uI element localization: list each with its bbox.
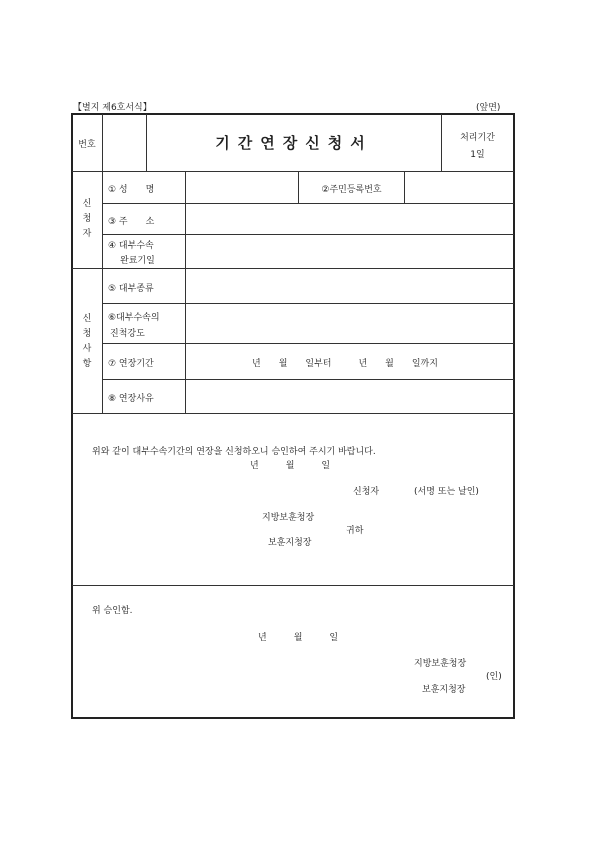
progress-label-line2: 진척강도 — [110, 329, 145, 339]
extension-reason-label: ⑧ 연장사유 — [108, 394, 154, 404]
processing-period-value: 1일 — [470, 150, 485, 160]
request-section-label: 신 청 사 항 — [82, 314, 92, 369]
progress-field[interactable] — [186, 304, 513, 343]
approval-authority-regional: 지방보훈청장 — [414, 659, 467, 669]
progress-label-line1: ⑥대부수속의 — [108, 313, 160, 323]
approval-authority-branch: 보훈지청장 — [422, 685, 466, 695]
loan-type-label: ⑤ 대부종류 — [108, 284, 154, 294]
resident-id-field[interactable] — [405, 172, 513, 203]
name-label: ① 성 명 — [108, 185, 155, 195]
completion-date-label-line1: ④ 대부수속 — [108, 241, 154, 251]
number-label: 번호 — [78, 140, 96, 150]
address-label: ③ 주 소 — [108, 217, 155, 227]
form-number-label: 【별지 제6호서식】 — [73, 103, 152, 113]
completion-date-field[interactable] — [186, 235, 513, 268]
approval-statement: 위 승인함. — [92, 606, 133, 616]
declaration-applicant: 신청자 — [353, 487, 380, 497]
extension-period-value[interactable]: 년 월 일부터 년 월 일까지 — [252, 359, 438, 369]
extension-period-label: ⑦ 연장기간 — [108, 359, 154, 369]
name-field[interactable] — [186, 172, 298, 203]
declaration-authority-branch: 보훈지청장 — [268, 538, 312, 548]
signature-note: (서명 또는 날인) — [414, 487, 479, 497]
approval-date[interactable]: 년 월 일 — [258, 633, 339, 643]
resident-id-label: ②주민등록번호 — [321, 185, 382, 195]
declaration-authority-regional: 지방보훈청장 — [262, 513, 315, 523]
form-title: 기간연장신청서 — [215, 134, 373, 152]
processing-period-label: 처리기간 — [460, 133, 495, 143]
page-side-label: (앞면) — [476, 103, 501, 113]
declaration-date[interactable]: 년 월 일 — [250, 461, 331, 471]
applicant-section-label: 신 청 자 — [82, 199, 92, 239]
loan-type-field[interactable] — [186, 269, 513, 303]
extension-reason-field[interactable] — [186, 380, 513, 413]
declaration-addressee: 귀하 — [346, 526, 364, 536]
address-field[interactable] — [186, 204, 513, 234]
approval-seal: (인) — [486, 672, 502, 682]
declaration-statement: 위와 같이 대부수속기간의 연장을 신청하오니 승인하여 주시기 바랍니다. — [92, 447, 376, 457]
completion-date-label-line2: 완료기일 — [120, 256, 155, 266]
number-field[interactable] — [103, 114, 146, 171]
